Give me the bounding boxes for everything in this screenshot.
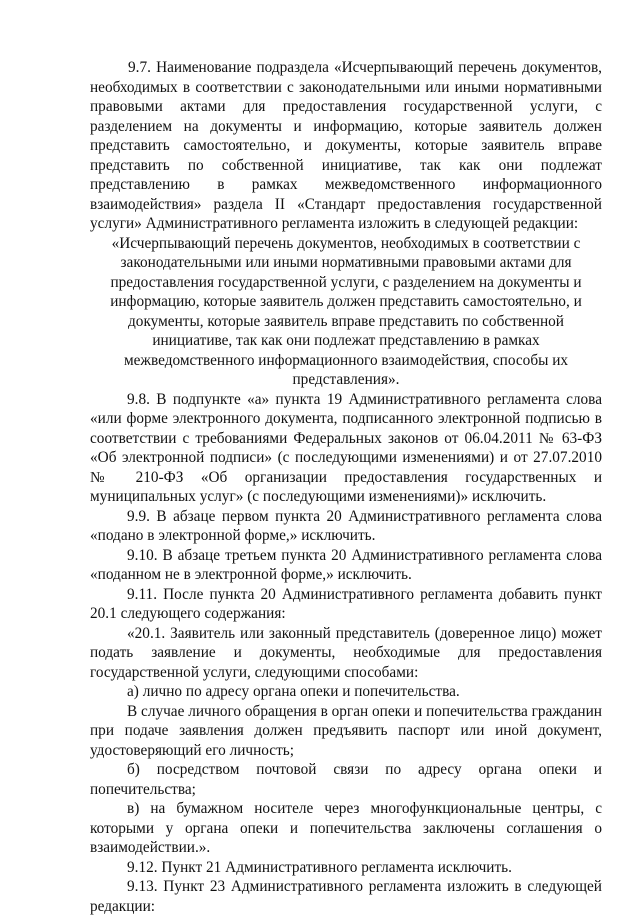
- paragraph-20-1: «20.1. Заявитель или законный представитель (доверенное лицо) может подать заявление и документы, необходимые для предоставления государственной услуги, следующими способами:: [90, 624, 602, 681]
- paragraph-9-11: 9.11. После пункта 20 Административного регламента добавить пункт 20.1 следующего содержания:: [90, 585, 602, 622]
- item-v: в) на бумажном носителе через многофункциональные центры, с которыми у органа опеки и попечительства заключены соглашения о взаимодействии.».: [90, 800, 602, 856]
- paragraph-9-12: 9.12. Пункт 21 Административного регламента исключить.: [127, 858, 512, 876]
- document-page: [90, 58, 602, 916]
- quoted-heading: «Исчерпывающий перечень документов, необходимых в соответствии с законодательными или иными нормативными правовыми актами для предоставления государственной услуги, с разделением на документы и информацию, которые заявитель должен представить самостоятельно, и документы, которые заявитель вправе представить по собственной инициативе, так как они подлежат представлению в рамках межведомственного информационного взаимодействия, способы их представления».: [110, 234, 582, 388]
- paragraph-9-7: 9.7. Наименование подраздела «Исчерпывающий перечень документов, необходимых в соответствии с законодательными или иными нормативными правовыми актами для предоставления государственной услуги, с разделением на документы и информацию, которые заявитель должен представить самостоятельно, и документы, которые заявитель вправе представить по собственной инициативе, так как они подлежат представлению в рамках межведомственного информационного взаимодействия» раздела II «Стандарт предоставления государственной услуги» Административного регламента изложить в следующей редакции:: [90, 59, 602, 232]
- item-a: а) лично по адресу органа опеки и попечительства.: [127, 683, 460, 700]
- personal-appeal-note: В случае личного обращения в орган опеки и попечительства гражданин при подаче заявления должен предъявить паспорт или иной документ, удостоверяющий его личность;: [90, 702, 602, 759]
- paragraph-9-13: 9.13. Пункт 23 Административного регламента изложить в следующей редакции:: [90, 878, 602, 915]
- item-b: б) посредством почтовой связи по адресу органа опеки и попечительства;: [90, 761, 602, 798]
- paragraph-9-9: 9.9. В абзаце первом пункта 20 Административного регламента слова «подано в электронной форме,» исключить.: [90, 507, 602, 544]
- paragraph-9-8: 9.8. В подпункте «а» пункта 19 Административного регламента слова «или форме электронного документа, подписанного электронной подписью в соответствии с требованиями Федеральных законов от 06.04.2011 № 63-ФЗ «Об электронной подписи» (с последующими изменениями) и от 27.07.2010 № 210-ФЗ «Об организации предоставления государственных и муниципальных услуг» (с последующими изменениями)» исключить.: [90, 390, 602, 505]
- paragraph-9-10: 9.10. В абзаце третьем пункта 20 Административного регламента слова «поданном не в электронной форме,» исключить.: [90, 546, 602, 583]
